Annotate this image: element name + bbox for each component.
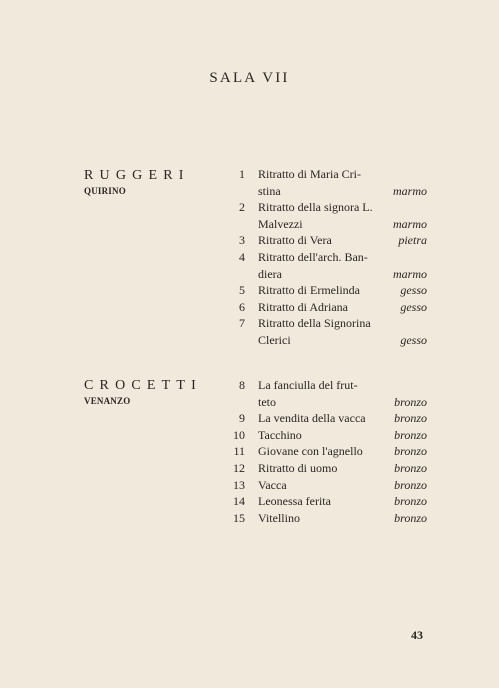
catalog-entry [0,510,499,527]
entry-line [0,266,499,283]
entry-number: 4 [239,249,245,264]
catalog-entry [0,282,499,299]
entry-title: Ritratto della signora L. [258,200,373,215]
entry-title: Leonessa ferita [258,494,331,509]
artist-surname: CROCETTI [84,378,203,393]
entry-title: Clerici [258,332,291,347]
entry-title: La fanciulla del frut- [258,378,358,392]
entry-material: marmo [392,216,427,231]
entry-title: Giovane con l'agnello [258,444,363,459]
entry-title: Ritratto di Ermelinda [258,283,360,298]
entry-title: Vacca [258,477,287,492]
entry-title: stina [258,183,281,198]
entry-line [0,315,499,332]
entry-line [0,443,499,460]
entry-material: bronzo [394,411,427,426]
entry-material: bronzo [394,477,427,492]
catalog-entry [0,460,499,477]
page-number: 43 [411,628,423,642]
catalog-entry [0,427,499,444]
entry-number: 14 [233,494,245,509]
entry-title: Ritratto della Signorina [258,316,371,331]
catalog-entry [0,299,499,316]
entry-number: 2 [239,200,245,215]
entry-number: 1 [239,167,245,181]
entry-title: Ritratto di Adriana [258,299,348,314]
catalog-entry [0,377,499,410]
catalog-entry [0,166,499,199]
entry-line [0,427,499,444]
catalog-entry [0,232,499,249]
entry-material: gesso [400,299,427,314]
entry-title: Vitellino [258,510,300,525]
entry-line [0,493,499,510]
entry-material: bronzo [394,494,427,509]
entry-number: 5 [239,283,245,298]
catalog-entry [0,315,499,348]
entry-material: marmo [392,183,427,198]
artist-first-name: QUIRINO [84,186,126,196]
entry-material: bronzo [394,460,427,475]
entry-material: bronzo [394,510,427,525]
entry-material: marmo [392,266,427,281]
entry-title: teto [258,394,276,409]
entry-title: Ritratto di Vera [258,233,332,248]
entry-line [0,394,499,411]
entry-line [0,410,499,427]
entry-line [0,249,499,266]
entry-number: 9 [239,411,245,426]
entry-material: bronzo [394,427,427,442]
catalog-entry [0,249,499,282]
artist-first-name: VENANZO [84,396,131,406]
entry-line [0,232,499,249]
entry-line [0,199,499,216]
entry-material: bronzo [394,444,427,459]
entry-number: 7 [239,316,245,331]
entry-material: bronzo [394,394,427,409]
entry-number: 13 [233,477,245,492]
catalog-entry [0,493,499,510]
entry-line [0,299,499,316]
entry-line [0,510,499,527]
entry-line [0,477,499,494]
entry-title: Malvezzi [258,216,303,231]
entry-line [0,377,499,394]
artist-surname: RUGGERI [84,168,190,183]
entry-material: pietra [398,233,427,248]
catalog-entry [0,410,499,427]
entry-title: Ritratto di uomo [258,460,338,475]
entry-number: 6 [239,299,245,314]
entry-title: diera [258,266,282,281]
entry-material: gesso [400,283,427,298]
catalog-entry [0,443,499,460]
entry-line [0,216,499,233]
works-list-crocetti [0,377,499,526]
entry-title: Tacchino [258,427,302,442]
entry-line [0,166,499,183]
works-list-ruggeri [0,166,499,349]
entry-title: Ritratto dell'arch. Ban- [258,249,368,264]
catalog-entry [0,199,499,232]
entry-number: 8 [239,378,245,392]
entry-line [0,282,499,299]
catalog-entry [0,477,499,494]
entry-title: La vendita della vacca [258,411,366,426]
entry-number: 3 [239,233,245,248]
entry-line [0,183,499,200]
room-title: SALA VII [209,70,290,86]
entry-number: 12 [233,460,245,475]
entry-number: 15 [233,510,245,525]
entry-title: Ritratto di Maria Cri- [258,167,361,181]
entry-number: 11 [233,444,245,459]
entry-line [0,332,499,349]
entry-material: gesso [400,332,427,347]
entry-number: 10 [233,427,245,442]
entry-line [0,460,499,477]
